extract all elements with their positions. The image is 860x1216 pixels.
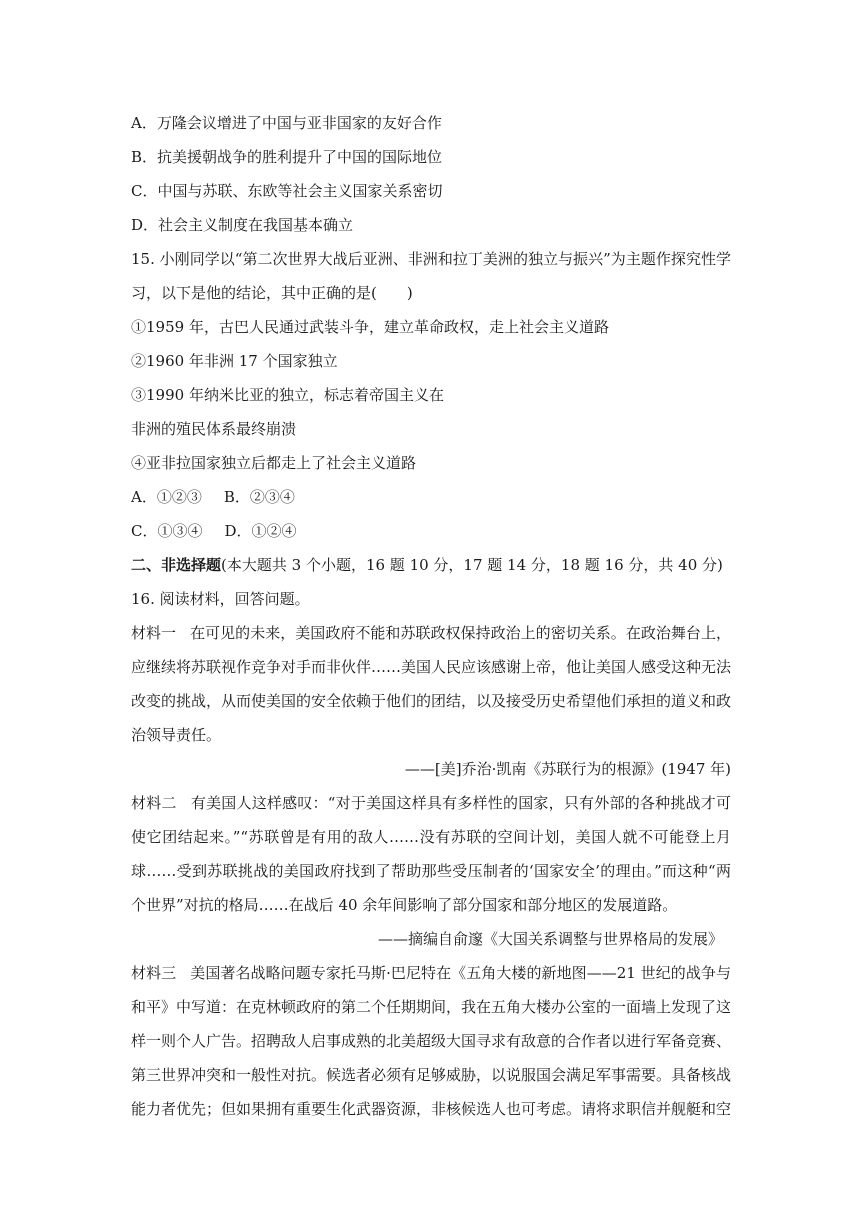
m3-line5: 能力者优先；但如果拥有重要生化武器资源，非核候选人也可考虑。请将求职信并舰艇和空 bbox=[131, 1100, 731, 1118]
q15-item-4: ④亚非拉国家独立后都走上了社会主义道路 bbox=[131, 454, 417, 472]
m1-line2: 应继续将苏联视作竞争对手而非伙伴……美国人民应该感谢上帝，他让美国人感受这种无法 bbox=[131, 658, 731, 676]
q15-stem-line1: 15. 小刚同学以“第二次世界大战后亚洲、非洲和拉丁美洲的独立与振兴”为主题作探究性学 bbox=[131, 250, 731, 268]
q14-option-c: C．中国与苏联、东欧等社会主义国家关系密切 bbox=[131, 182, 443, 200]
q14-option-b: B．抗美援朝战争的胜利提升了中国的国际地位 bbox=[131, 148, 443, 166]
q15-item-3a: ③1990 年纳米比亚的独立，标志着帝国主义在 bbox=[131, 386, 444, 404]
q15-item-1: ①1959 年，古巴人民通过武装斗争，建立革命政权，走上社会主义道路 bbox=[131, 318, 609, 336]
m3-text-1: 美国著名战略问题专家托马斯·巴尼特在《五角大楼的新地图——21 世纪的战争与 bbox=[190, 964, 731, 982]
m1-line1 bbox=[131, 616, 731, 650]
q14-option-d: D．社会主义制度在我国基本确立 bbox=[131, 216, 354, 234]
m2-text-1: 有美国人这样感叹：“对于美国这样具有多样性的国家，只有外部的各种挑战才可 bbox=[190, 794, 731, 812]
m2-line4: 个世界”对抗的格局……在战后 40 余年间影响了部分国家和部分地区的发展道路。 bbox=[131, 896, 678, 914]
q15-option-a: A．①②③ bbox=[131, 488, 202, 506]
q15-item-3b: 非洲的殖民体系最终崩溃 bbox=[131, 420, 297, 438]
m2-line3: 球……受到苏联挑战的美国政府找到了帮助那些受压制者的‘国家安全’的理由。”而这种“两 bbox=[131, 862, 731, 880]
q15-options-row2 bbox=[131, 514, 731, 548]
m1-line4: 治领导责任。 bbox=[131, 726, 222, 744]
section2-heading bbox=[131, 548, 731, 582]
m3-label: 材料三 bbox=[131, 964, 177, 982]
m2-line1 bbox=[131, 786, 731, 820]
q15-option-b: B．②③④ bbox=[223, 488, 295, 506]
q15-option-d: D．①②④ bbox=[224, 522, 297, 540]
q15-options-row1 bbox=[131, 480, 731, 514]
m2-source: ——摘编自俞邃《大国关系调整与世界格局的发展》 bbox=[377, 930, 723, 948]
m1-line3: 改变的挑战，从而使美国的安全依赖于他们的团结，以及接受历史希望他们承担的道义和政 bbox=[131, 692, 731, 710]
m2-label: 材料二 bbox=[131, 794, 177, 812]
m3-line1 bbox=[131, 956, 731, 990]
m1-label: 材料一 bbox=[131, 624, 177, 642]
document-page bbox=[131, 106, 731, 1126]
m1-source: ——[美]乔治·凯南《苏联行为的根源》(1947 年) bbox=[404, 760, 731, 778]
q15-option-c: C．①③④ bbox=[131, 522, 203, 540]
q15-item-2: ②1960 年非洲 17 个国家独立 bbox=[131, 352, 338, 370]
section2-note: (本大题共 3 个小题，16 题 10 分，17 题 14 分，18 题 16 分，共 40 分) bbox=[221, 556, 723, 574]
q16-stem: 16. 阅读材料，回答问题。 bbox=[131, 590, 310, 608]
q14-option-a: A．万隆会议增进了中国与亚非国家的友好合作 bbox=[131, 114, 442, 132]
q15-stem-line2: 习，以下是他的结论，其中正确的是( ) bbox=[131, 284, 413, 302]
m3-line2: 和平》中写道：在克林顿政府的第二个任期期间，我在五角大楼办公室的一面墙上发现了这 bbox=[131, 998, 731, 1016]
m1-text-1: 在可见的未来，美国政府不能和苏联政权保持政治上的密切关系。在政治舞台上， bbox=[190, 624, 731, 642]
m2-line2: 使它团结起来。”“苏联曾是有用的敌人……没有苏联的空间计划，美国人就不可能登上月 bbox=[131, 828, 731, 846]
m3-line3: 样一则个人广告。招聘敌人启事成熟的北美超级大国寻求有敌意的合作者以进行军备竞赛、 bbox=[131, 1032, 731, 1050]
section2-title: 二、非选择题 bbox=[131, 556, 222, 574]
m3-line4: 第三世界冲突和一般性对抗。候选者必须有足够威胁，以说服国会满足军事需要。具备核战 bbox=[131, 1066, 731, 1084]
